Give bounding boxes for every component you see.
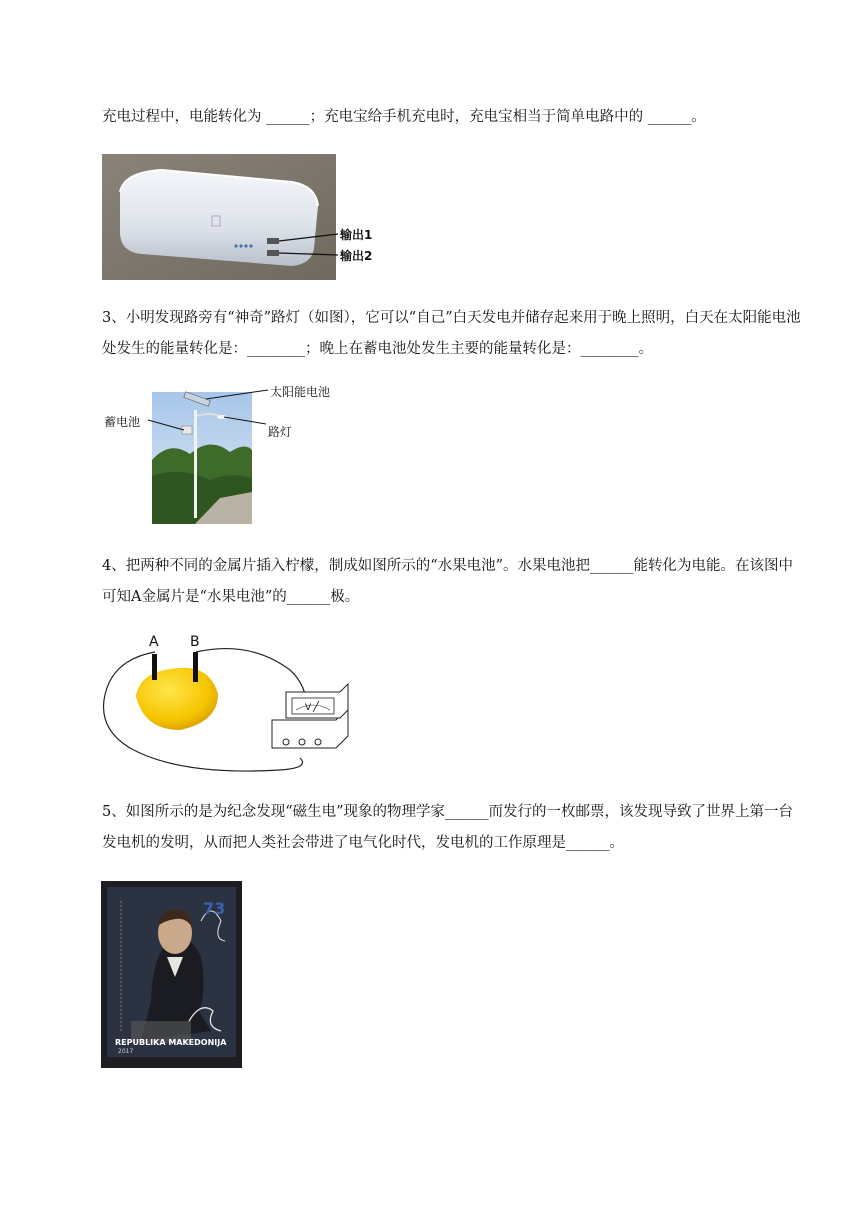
output-2-label: 输出2	[340, 249, 373, 263]
stamp-denomination: 73	[203, 899, 226, 918]
stamp-year: 2017	[118, 1048, 134, 1055]
voltmeter-symbol: V	[305, 703, 312, 713]
stamp-country: REPUBLIKA MAKEDONIJA	[115, 1038, 227, 1047]
power-bank-figure	[102, 154, 392, 280]
street-lamp-image	[100, 380, 350, 526]
output-1-label: 输出1	[340, 228, 373, 242]
question-2-text: 充电过程中，电能转化为 ______；充电宝给手机充电时，充电宝相当于简单电路中的 ______。	[102, 109, 706, 125]
metal-a-label: A	[149, 634, 159, 650]
question-5-text: 5、如图所示的是为纪念发现“磁生电”现象的物理学家______而发行的一枚邮票，该发现导致了世界上第一台发电机的发明，从而把人类社会带进了电气化时代，发电机的工作原理是______。	[102, 804, 794, 851]
solar-cell-label: 太阳能电池	[270, 385, 331, 399]
faraday-stamp-figure	[101, 881, 242, 1068]
street-lamp-figure	[100, 380, 350, 526]
battery-label: 蓄电池	[104, 415, 141, 429]
question-3-text: 3、小明发现路旁有“神奇”路灯（如图），它可以“自己”白天发电并储存起来用于晚上照明，白天在太阳能电池处发生的能量转化是：________；晚上在蓄电池处发生主要的能量转化是：________。	[102, 310, 801, 357]
street-lamp-label: 路灯	[268, 425, 293, 439]
lemon-battery-figure	[100, 630, 350, 776]
metal-b-label: B	[190, 634, 200, 650]
lemon-battery-diagram	[100, 630, 350, 776]
question-4-text: 4、把两种不同的金属片插入柠檬，制成如图所示的“水果电池”。水果电池把______能转化为电能。在该图中可知A金属片是“水果电池”的______极。	[102, 558, 794, 605]
